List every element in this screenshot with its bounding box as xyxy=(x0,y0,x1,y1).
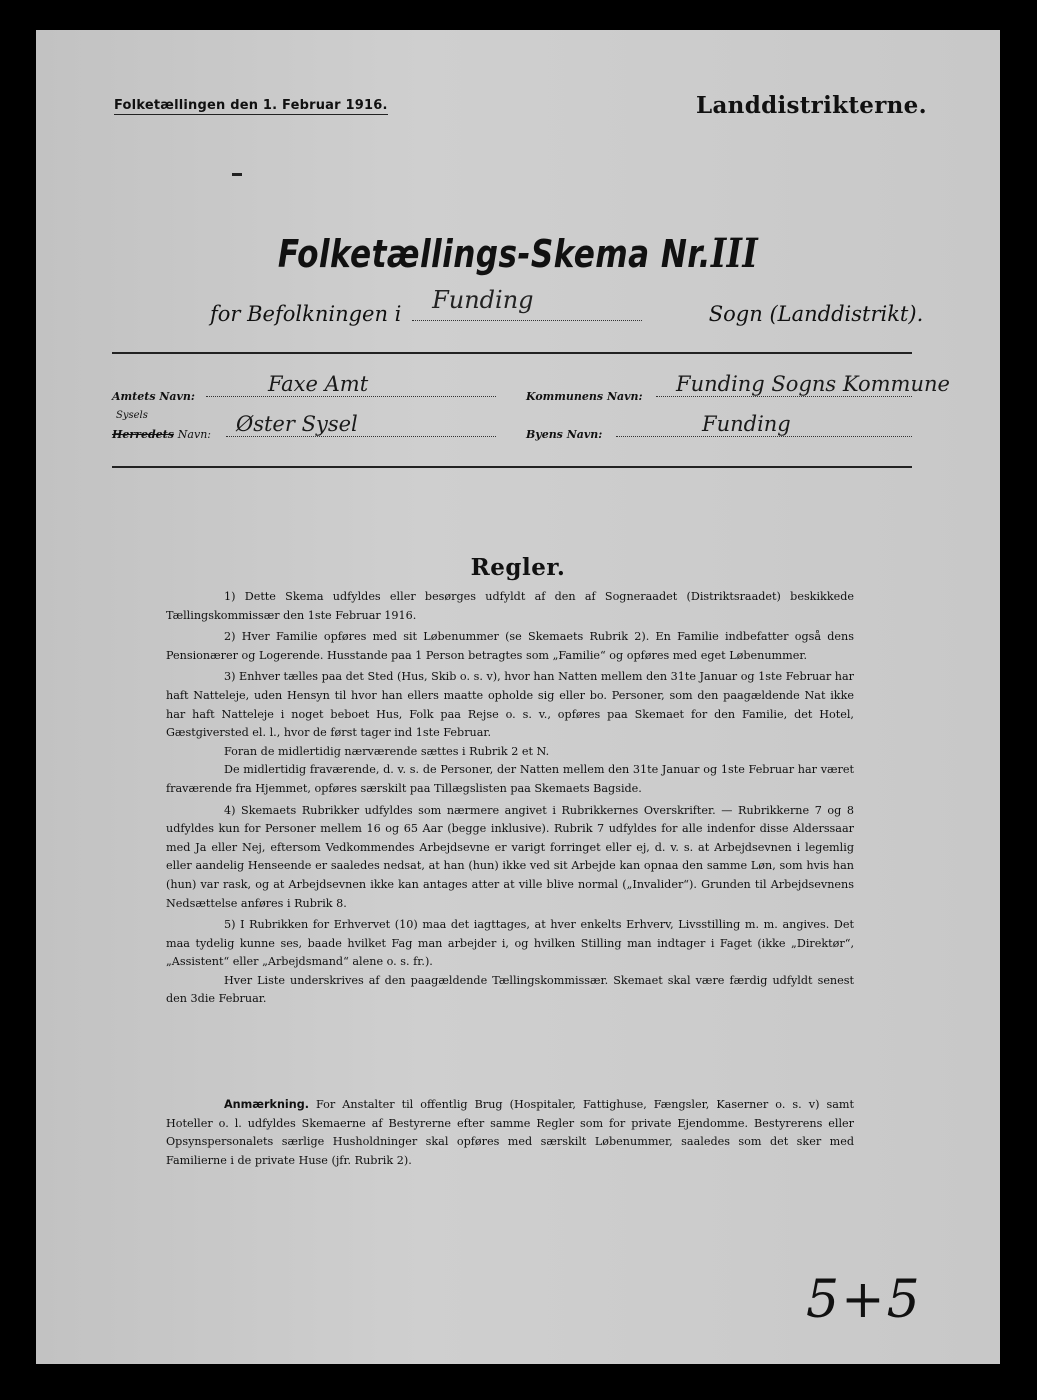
rule-1: 1) Dette Skema udfyldes eller besørges udfyldt af den af Sogneraadet (Distriktsraadet) beskikkede Tællingskommissær den 1ste Februar 1916. xyxy=(166,590,854,622)
note-text: For Anstalter til offentlig Brug (Hospitaler, Fattighuse, Fængsler, Kaserner o. s. v) samt Hoteller o. l. udfyldes Skemaerne af Bestyrerne efter samme Regler som for private Ejendomme. Bestyrerens eller Opsynspersonalets særlige Husholdninger skal opføres med særskilt Løbenummer, saaledes som det sker med Familierne i de private Huse (jfr. Rubrik 2). xyxy=(166,1098,854,1167)
form-title-text: Folketællings-Skema Nr. xyxy=(277,232,711,276)
herred-label-correction: Sysels xyxy=(116,410,148,421)
divider-top xyxy=(112,352,912,354)
rule-3-n-mark: Foran de midlertidig nærværende sættes i Rubrik 2 et N. xyxy=(224,744,550,758)
parish-handwritten: Funding xyxy=(432,286,534,314)
kommune-value: Funding Sogns Kommune xyxy=(676,372,950,396)
rules-heading: Regler. xyxy=(470,554,566,581)
note-label: Anmærkning. xyxy=(224,1098,309,1111)
ink-mark xyxy=(232,173,242,176)
herred-label xyxy=(112,428,211,441)
amt-label: Amtets Navn: xyxy=(112,390,195,403)
rule-signature: Hver Liste underskrives af den paagældende Tællingskommissær. Skemaet skal være færdig udfyldt senest den 3die Februar. xyxy=(166,973,854,1006)
rules-body xyxy=(166,588,854,1009)
herred-label-struck: Herredets xyxy=(112,428,174,441)
by-label: Byens Navn: xyxy=(526,428,603,441)
rule-5: 5) I Rubrikken for Erhvervet (10) maa det iagttages, at hver enkelts Erhverv, Livsstilling m. m. angives. Det maa tydelig kunne ses, baade hvilket Fag man arbejder i, og hvilken Stilling man indtager i Faget (ikke „Direktør“, „Assistent“ eller „Arbejdsmand“ alene o. s. fr.). xyxy=(166,918,854,969)
form-title xyxy=(123,230,913,277)
census-date-header: Folketællingen den 1. Februar 1916. xyxy=(114,98,388,113)
rule-4: 4) Skemaets Rubrikker udfyldes som nærmere angivet i Rubrikkernes Overskrifter. — Rubrikkerne 7 og 8 udfyldes kun for Personer mellem 16 og 65 Aar (begge inklusive). Rubrik 7 udfyldes for alle indenfor disse Alderssaar med Ja eller Nej, eftersom Vedkommendes Arbejdsevne er varigt forringet eller ej, d. v. s. at Arbejdsevnen i legemlig eller aandelig Henseende er saaledes nedsat, at han (hun) ikke ved sit Arbejde kan opnaa den samme Løn, som hvis han (hun) var rask, og at Arbejdsevnen ikke kan antages atter at ville blive normal („Invalider“). Grunden til Arbejdsevnens Nedsættelse anføres i Rubrik 8. xyxy=(166,803,854,910)
district-type-header: Landdistrikterne. xyxy=(696,92,927,119)
population-prefix: for Befolkningen i xyxy=(210,302,402,326)
kommune-label: Kommunens Navn: xyxy=(526,390,643,403)
parish-field xyxy=(412,286,642,321)
population-line xyxy=(210,286,924,326)
by-value: Funding xyxy=(702,412,791,436)
census-form-sheet xyxy=(36,30,1000,1364)
population-suffix: Sogn (Landdistrikt). xyxy=(708,302,924,326)
herred-label-rest: Navn: xyxy=(177,428,211,441)
form-number: III xyxy=(710,230,759,277)
corner-annotation: 5+5 xyxy=(806,1270,922,1330)
divider-bottom xyxy=(112,466,912,468)
rule-3-absent: De midlertidig fraværende, d. v. s. de Personer, der Natten mellem den 31te Januar og 1ste Februar har været fraværende fra Hjemmet, opføres særskilt paa Tillægslisten paa Skemaets Bagside. xyxy=(166,763,854,795)
amt-value: Faxe Amt xyxy=(268,372,369,396)
rule-3: 3) Enhver tælles paa det Sted (Hus, Skib o. s. v), hvor han Natten mellem den 31te Januar og 1ste Februar har haft Natteleje, uden Hensyn til hvor han ellers maatte opholde sig eller bo. Personer, som den paagældende Nat ikke har haft Natteleje i noget beboet Hus, Folk paa Rejse o. s. v., opføres paa Skemaet for den Familie, det Hotel, Gæstgiversted el. l., hvor de først tager ind 1ste Februar. xyxy=(166,670,854,740)
rule-2: 2) Hver Familie opføres med sit Løbenummer (se Skemaets Rubrik 2). En Familie indbefatter også dens Pensionærer og Logerende. Husstande paa 1 Person betragtes som „Familie“ og opføres med eget Løbenummer. xyxy=(166,630,854,662)
note-block xyxy=(166,1096,854,1170)
herred-value: Øster Sysel xyxy=(236,412,358,436)
